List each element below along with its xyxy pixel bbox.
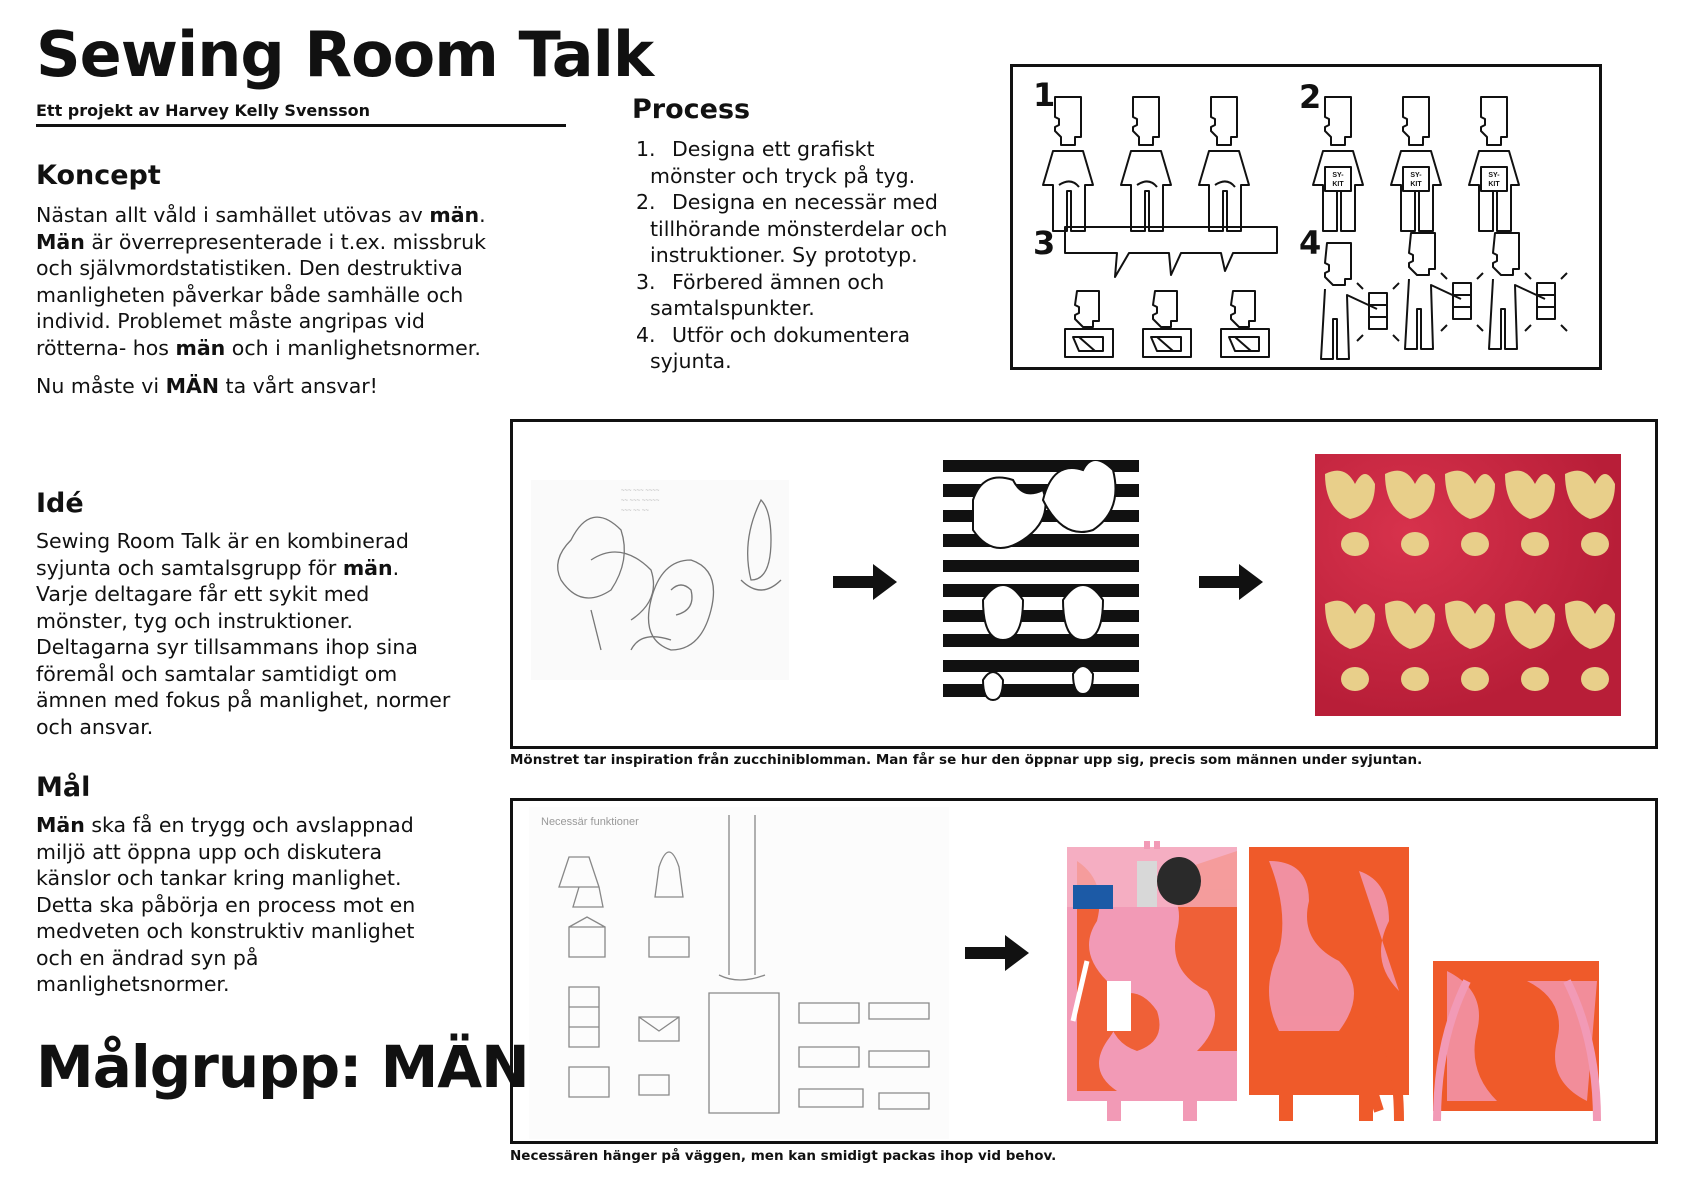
process-step: 3. Förbered ämnen och samtalspunkter. [636,269,885,320]
sewing-man [1143,291,1191,357]
arrow-right-icon [833,564,897,600]
koncept-paragraph-2: Nu måste vi MÄN ta vårt ansvar! [36,374,378,398]
bag-caption: Necessären hänger på väggen, men kan smidigt packas ihop vid behov. [510,1148,1057,1164]
koncept-heading: Koncept [36,160,161,191]
man-figure [1121,97,1171,231]
open-bag [1067,841,1237,1121]
panel-number: 1 [1033,76,1056,114]
man-presenting-bag [1405,233,1483,349]
process-step: 2. Designa en necessär med tillhörande mönsterdelar och instruktioner. Sy prototyp. [636,190,948,267]
target-group-heading: Målgrupp: MÄN [36,1033,529,1101]
process-step: 1. Designa ett grafiskt mönster och tryck på tyg. [636,137,916,188]
process-step: 4. Utför och dokumentera syjunta. [636,322,911,373]
panel-number: 4 [1299,224,1322,262]
panel-number: 2 [1299,78,1322,116]
man-presenting-bag [1489,233,1567,349]
kit-label: KIT [1410,181,1422,188]
man-with-kit [1313,97,1363,231]
ide-heading: Idé [36,488,84,519]
man-figure [1043,97,1093,231]
panel-number: 3 [1033,224,1056,262]
ide-text [36,528,456,752]
bag-sketches [529,807,949,1139]
kit-label: SY- [1488,172,1500,179]
open-bag-photo [1067,841,1237,1121]
speech-bubble [1065,227,1277,277]
svg-text:~~ ~~~ ~~~~~: ~~ ~~~ ~~~~~ [621,498,660,504]
mal-paragraph: Män ska få en trygg och avslappnad miljö att öppna upp och diskutera känslor och tankar kring manlighet. Detta ska påbörja en process mot en medveten och konstruktiv manlighet och en ändrad syn på manlighetsnormer. [36,813,416,996]
bag-process-frame [510,798,1658,1144]
sewing-man [1221,291,1269,357]
koncept-text [36,202,486,412]
kit-label: SY- [1410,172,1422,179]
rolled-bag [1427,961,1607,1121]
kit-label: SY- [1332,172,1344,179]
process-list [632,136,962,375]
header-rule [36,124,566,127]
comic-strip [1010,64,1602,370]
man-figure [1199,97,1249,231]
bag-back-photo [1249,841,1409,1121]
comic-illustration [1013,67,1599,367]
pattern-process-frame [510,419,1658,749]
ide-paragraph: Sewing Room Talk är en kombinerad syjunta och samtalsgrupp för män. Varje deltagare får ett sykit med mönster, tyg och instruktioner. Deltagarna syr tillsammans ihop sina föremål och samtalar samtidigt om ämnen med fokus på manlighet, normer och ansvar. [36,529,451,739]
byline: Ett projekt av Harvey Kelly Svensson [36,101,371,120]
sketch-note: Necessär funktioner [541,816,639,828]
mal-heading: Mål [36,772,91,803]
rolled-bag-photo [1427,961,1607,1121]
printed-fabric-photo [1315,454,1621,716]
striped-pattern [943,460,1139,710]
pattern-caption: Mönstret tar inspiration från zucchiniblomman. Man får se hur den öppnar upp sig, precis som männen under syjuntan. [510,752,1423,768]
man-with-kit [1391,97,1441,231]
koncept-paragraph-1: Nästan allt våld i samhället utövas av män. Män är överrepresenterade i t.ex. missbruk och självmordstatistiken. Den destruktiva manligheten påverkar både samhälle och individ. Problemet måste angripas vid rötterna- hos män och i manlighetsnormer. [36,203,486,360]
page-title: Sewing Room Talk [36,18,654,91]
man-presenting-bag [1321,243,1399,359]
arrow-right-icon [965,935,1029,971]
man-with-kit [1469,97,1519,231]
svg-text:~~~ ~~~ ~~~~: ~~~ ~~~ ~~~~ [621,488,660,494]
mal-text [36,812,456,1010]
flower-sketch [531,480,789,680]
kit-label: KIT [1488,181,1500,188]
sewing-man [1065,291,1113,357]
arrow-right-icon [1199,564,1263,600]
process-heading: Process [632,94,751,125]
bag-back [1249,841,1409,1121]
fabric-print [1315,454,1621,716]
kit-label: KIT [1332,181,1344,188]
svg-text:~~~ ~~ ~~: ~~~ ~~ ~~ [621,508,649,514]
